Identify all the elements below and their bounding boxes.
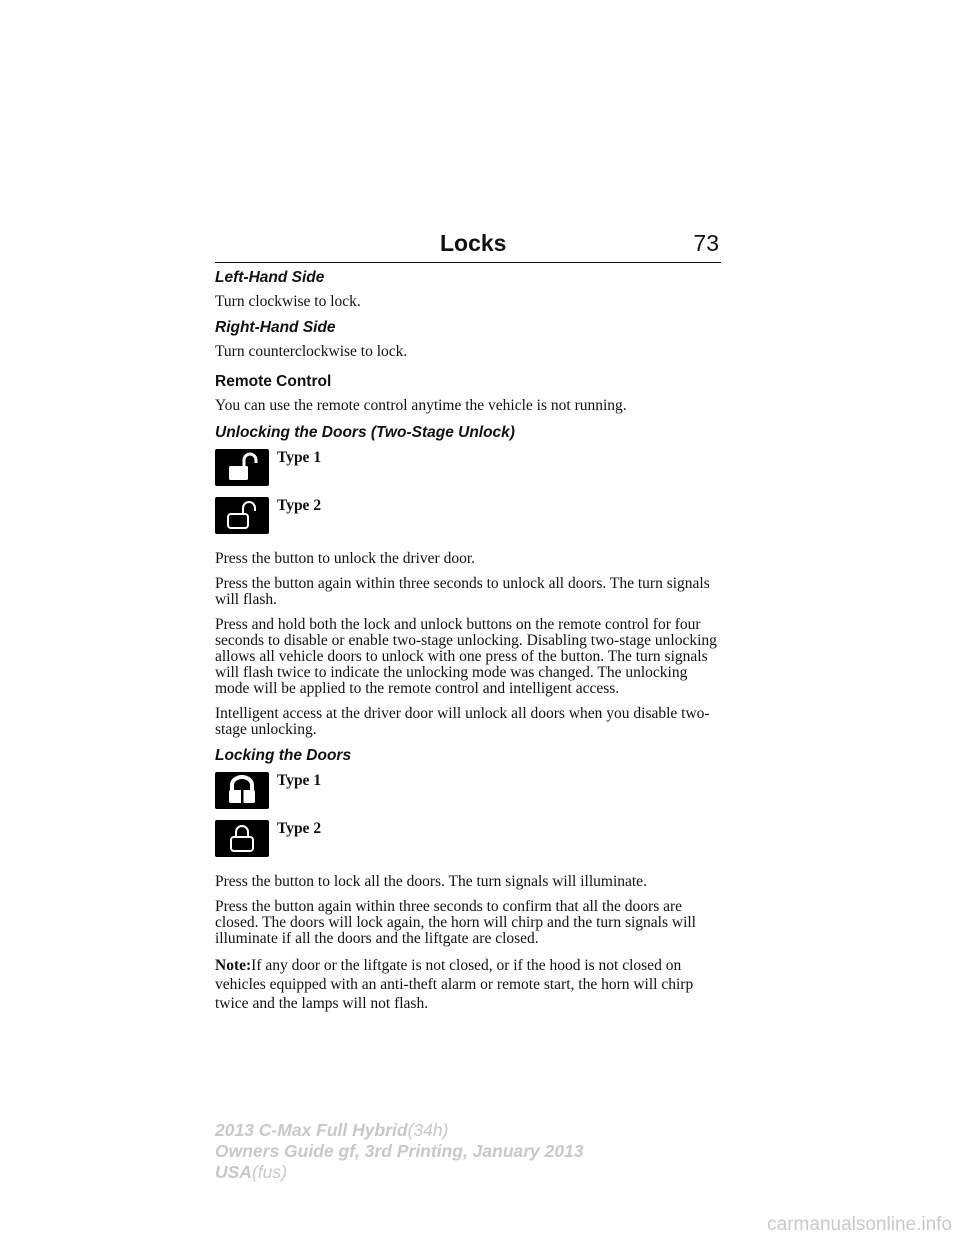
page-footer [215,1120,584,1183]
right-hand-text: Turn counterclockwise to lock. [215,343,408,360]
unlock-paragraph-4: Intelligent access at the driver door will unlock all doors when you disable two-stage unlocking. [215,705,710,738]
unlock-outline-icon [215,497,269,534]
page-number: 73 [693,230,719,256]
unlock-type2-row [215,497,721,545]
unlock-paragraph-1: Press the button to unlock the driver door. [215,550,476,567]
note-label: Note: [215,957,252,974]
lock-paragraph-2: Press the button again within three seconds to confirm that all the doors are closed. The doors will lock again, the horn will chirp and the turn signals will illuminate if all the doors and the liftgate are closed. [215,898,696,947]
lock-icon [215,772,269,809]
locking-heading: Locking the Doors [215,747,352,764]
footer-market-code: (fus) [251,1162,287,1182]
footer-model: 2013 C-Max Full Hybrid [215,1120,408,1140]
unlock-type1-row [215,449,721,497]
footer-model-code: (34h) [407,1120,449,1140]
footer-line-2: Owners Guide gf, 3rd Printing, January 2013 [215,1141,584,1161]
remote-control-text: You can use the remote control anytime the vehicle is not running. [215,397,627,414]
section-title: Locks [440,230,507,256]
page-header [215,226,721,263]
unlock-type2-label: Type 2 [277,497,322,514]
right-hand-heading: Right-Hand Side [215,319,336,336]
unlocking-heading: Unlocking the Doors (Two-Stage Unlock) [215,424,515,441]
lock-type2-label: Type 2 [277,820,322,837]
unlock-paragraph-3: Press and hold both the lock and unlock buttons on the remote control for four seconds to disable or enable two-stage unlocking. Disabling two-stage unlocking allows all vehicle doors to unlock with one press of the button. The turn signals will flash twice to indicate the unlocking mode was changed. The unlocking mode will be applied to the remote control and intelligent access. [215,616,717,697]
unlock-icon [215,449,269,486]
unlock-type1-label: Type 1 [277,449,322,466]
page-content [215,268,721,1013]
lock-outline-icon [215,820,269,857]
note-text: If any door or the liftgate is not closed, or if the hood is not closed on vehicles equipped with an anti-theft alarm or remote start, the horn will chirp twice and the lamps will not flash. [215,957,694,1012]
footer-line-1 [215,1120,584,1141]
watermark-text: carmanualsonline.info [767,1214,952,1235]
lock-type1-label: Type 1 [277,772,322,789]
left-hand-heading: Left-Hand Side [215,269,325,286]
lock-paragraph-1: Press the button to lock all the doors. The turn signals will illuminate. [215,873,647,890]
lock-type1-row [215,772,721,820]
unlock-paragraph-2: Press the button again within three seconds to unlock all doors. The turn signals will flash. [215,575,710,608]
lock-type2-row [215,820,721,868]
footer-line-3 [215,1162,584,1183]
note-paragraph [215,956,721,1013]
remote-control-heading: Remote Control [215,373,332,390]
footer-market: USA [215,1162,252,1182]
left-hand-text: Turn clockwise to lock. [215,293,361,310]
